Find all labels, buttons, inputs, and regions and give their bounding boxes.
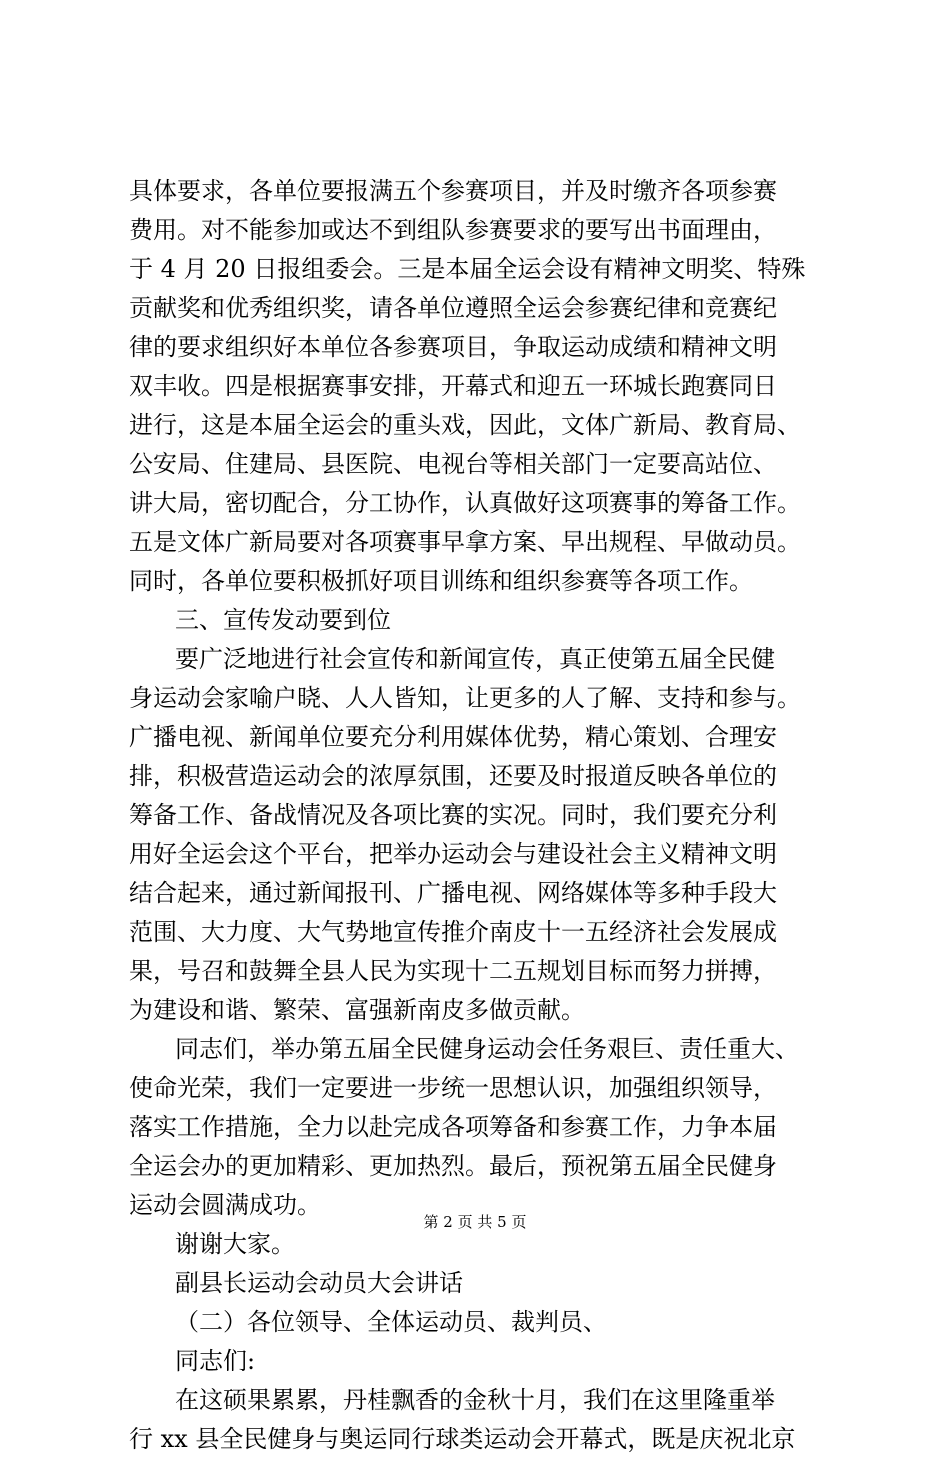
text-line: 在这硕果累累，丹桂飘香的金秋十月，我们在这里隆重举 (175, 1386, 775, 1414)
text-line: 同志们，举办第五届全民健身运动会任务艰巨、责任重大、 (175, 1035, 799, 1063)
text-line: 公安局、住建局、县医院、电视台等相关部门一定要高站位、 (129, 450, 777, 478)
text-line: 筹备工作、备战情况及各项比赛的实况。同时，我们要充分利 (129, 801, 777, 829)
text-line: 进行，这是本届全运会的重头戏，因此，文体广新局、教育局、 (129, 411, 801, 439)
text-line: 律的要求组织好本单位各参赛项目，争取运动成绩和精神文明 (129, 333, 777, 361)
text-line: 广播电视、新闻单位要充分利用媒体优势，精心策划、合理安 (129, 723, 777, 751)
text-line: 身运动会家喻户晓、人人皆知，让更多的人了解、支持和参与。 (129, 684, 801, 712)
text-line: 果，号召和鼓舞全县人民为实现十二五规划目标而努力拼搏， (129, 957, 777, 985)
text-line: 同志们: (175, 1347, 256, 1375)
text-line: 三、宣传发动要到位 (175, 606, 391, 634)
text-line: 五是文体广新局要对各项赛事早拿方案、早出规程、早做动员。 (129, 528, 801, 556)
text-line: 使命光荣，我们一定要进一步统一思想认识，加强组织领导， (129, 1074, 777, 1102)
text-line: 贡献奖和优秀组织奖，请各单位遵照全运会参赛纪律和竞赛纪 (129, 294, 777, 322)
text-line: 副县长运动会动员大会讲话 (175, 1269, 463, 1297)
text-line: 为建设和谐、繁荣、富强新南皮多做贡献。 (129, 996, 585, 1024)
text-line: 费用。对不能参加或达不到组队参赛要求的要写出书面理由， (129, 216, 777, 244)
document-body (129, 172, 839, 1459)
text-line: 运动会圆满成功。 (129, 1191, 321, 1219)
text-line: 用好全运会这个平台，把举办运动会与建设社会主义精神文明 (129, 840, 777, 868)
text-line: 具体要求，各单位要报满五个参赛项目，并及时缴齐各项参赛 (129, 177, 777, 205)
text-line: 结合起来，通过新闻报刊、广播电视、网络媒体等多种手段大 (129, 879, 777, 907)
text-line: 双丰收。四是根据赛事安排，开幕式和迎五一环城长跑赛同日 (129, 372, 777, 400)
text-line: 行 xx 县全民健身与奥运同行球类运动会开幕式，既是庆祝北京 (129, 1425, 796, 1453)
text-line: 落实工作措施，全力以赴完成各项筹备和参赛工作，力争本届 (129, 1113, 777, 1141)
text-line: 于 4 月 20 日报组委会。三是本届全运会设有精神文明奖、特殊 (129, 255, 806, 283)
text-line: 谢谢大家。 (175, 1230, 295, 1258)
text-line: 全运会办的更加精彩、更加热烈。最后，预祝第五届全民健身 (129, 1152, 777, 1180)
page-footer: 第 2 页 共 5 页 (423, 1213, 527, 1231)
text-line: 讲大局，密切配合，分工协作，认真做好这项赛事的筹备工作。 (129, 489, 801, 517)
text-line: 排，积极营造运动会的浓厚氛围，还要及时报道反映各单位的 (129, 762, 777, 790)
text-line: 范围、大力度、大气势地宣传推介南皮十一五经济社会发展成 (129, 918, 777, 946)
text-line: （二）各位领导、全体运动员、裁判员、 (175, 1308, 607, 1336)
text-line: 要广泛地进行社会宣传和新闻宣传，真正使第五届全民健 (175, 645, 775, 673)
text-line: 同时，各单位要积极抓好项目训练和组织参赛等各项工作。 (129, 567, 753, 595)
